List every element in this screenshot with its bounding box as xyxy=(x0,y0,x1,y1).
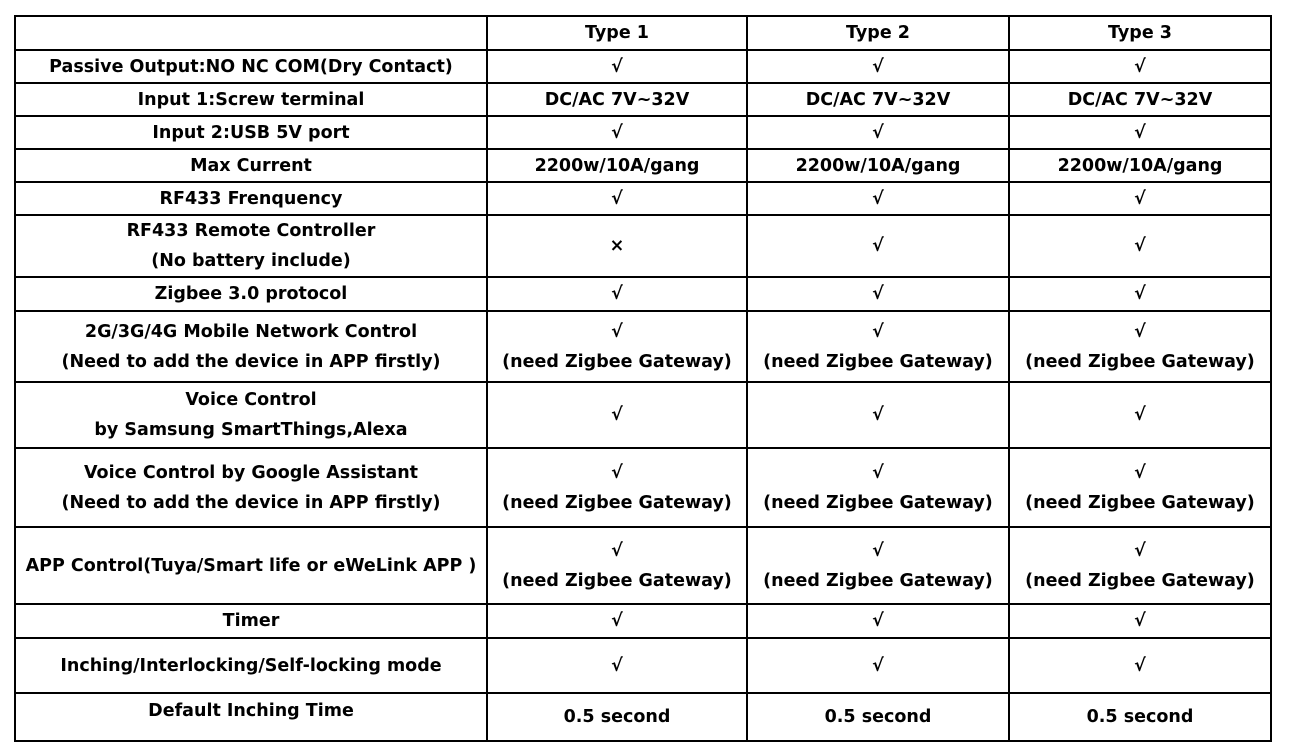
value-line: √ xyxy=(872,540,884,561)
type-1-cell xyxy=(487,311,747,382)
value-line: (need Zigbee Gateway) xyxy=(763,351,993,372)
type-3-cell xyxy=(1009,116,1271,149)
value-line: √ xyxy=(872,284,884,304)
type-1-cell xyxy=(487,448,747,527)
label-line: Zigbee 3.0 protocol xyxy=(154,284,348,304)
table-row xyxy=(15,182,1271,215)
header-cell-feature xyxy=(15,16,487,50)
type-1-cell xyxy=(487,277,747,311)
value-line: (need Zigbee Gateway) xyxy=(502,492,732,513)
value-line: √ xyxy=(611,122,623,143)
type-3-cell xyxy=(1009,182,1271,215)
type-1-cell xyxy=(487,116,747,149)
row-label xyxy=(15,149,487,182)
value-line: √ xyxy=(611,284,623,304)
label-line: (No battery include) xyxy=(151,251,351,271)
type-3-cell xyxy=(1009,638,1271,693)
value-line: (need Zigbee Gateway) xyxy=(502,570,732,591)
value-line: √ xyxy=(611,611,623,631)
value-line: 0.5 second xyxy=(1086,707,1194,727)
type-3-cell xyxy=(1009,149,1271,182)
table-row xyxy=(15,277,1271,311)
row-label xyxy=(15,116,487,149)
table-row xyxy=(15,638,1271,693)
value-line: √ xyxy=(872,405,884,425)
row-label xyxy=(15,50,487,83)
value-line: √ xyxy=(872,122,884,143)
value-line: √ xyxy=(611,56,623,77)
value-line: (need Zigbee Gateway) xyxy=(1025,351,1255,372)
value-line: 0.5 second xyxy=(824,707,932,727)
type-3-cell xyxy=(1009,382,1271,448)
value-line: √ xyxy=(611,540,623,561)
value-line: √ xyxy=(872,188,884,209)
value-line: √ xyxy=(1134,321,1146,342)
value-line: √ xyxy=(872,56,884,77)
value-line: DC/AC 7V~32V xyxy=(1067,89,1213,110)
value-line: √ xyxy=(611,462,623,483)
label-line: (Need to add the device in APP firstly) xyxy=(61,492,441,513)
label-line: Input 1:Screw terminal xyxy=(137,89,365,110)
table-row xyxy=(15,382,1271,448)
value-line: √ xyxy=(1134,122,1146,143)
value-line: √ xyxy=(872,655,884,676)
value-line: √ xyxy=(611,405,623,425)
type-3-cell xyxy=(1009,311,1271,382)
header-cell-type-1: Type 1 xyxy=(487,16,747,50)
row-label xyxy=(15,277,487,311)
label-line: Max Current xyxy=(190,155,312,176)
type-1-cell xyxy=(487,693,747,741)
value-line: √ xyxy=(1134,540,1146,561)
type-1-cell xyxy=(487,182,747,215)
value-line: √ xyxy=(872,236,884,256)
value-line: √ xyxy=(1134,462,1146,483)
type-3-cell xyxy=(1009,277,1271,311)
type-2-cell xyxy=(747,527,1009,604)
type-1-cell xyxy=(487,149,747,182)
value-line: √ xyxy=(611,655,623,676)
label-line: Input 2:USB 5V port xyxy=(152,122,350,143)
row-label xyxy=(15,638,487,693)
table-row xyxy=(15,604,1271,638)
value-line: √ xyxy=(1134,611,1146,631)
table-row xyxy=(15,83,1271,116)
type-3-cell xyxy=(1009,215,1271,277)
label-line: Default Inching Time xyxy=(148,701,354,721)
value-line: (need Zigbee Gateway) xyxy=(1025,492,1255,513)
type-2-cell xyxy=(747,50,1009,83)
value-line: √ xyxy=(872,611,884,631)
type-3-cell xyxy=(1009,527,1271,604)
type-2-cell xyxy=(747,382,1009,448)
label-line: Inching/Interlocking/Self-locking mode xyxy=(60,655,442,676)
row-label xyxy=(15,182,487,215)
row-label xyxy=(15,215,487,277)
type-3-cell xyxy=(1009,448,1271,527)
type-1-cell xyxy=(487,50,747,83)
value-line: √ xyxy=(1134,284,1146,304)
row-label xyxy=(15,604,487,638)
value-line: (need Zigbee Gateway) xyxy=(763,570,993,591)
value-line: √ xyxy=(1134,188,1146,209)
comparison-table xyxy=(14,15,1272,742)
value-line: √ xyxy=(611,188,623,209)
value-line: √ xyxy=(1134,56,1146,77)
row-label xyxy=(15,83,487,116)
table-row xyxy=(15,215,1271,277)
value-line: (need Zigbee Gateway) xyxy=(1025,570,1255,591)
value-line: √ xyxy=(1134,236,1146,256)
value-line: (need Zigbee Gateway) xyxy=(502,351,732,372)
value-line: √ xyxy=(611,321,623,342)
label-line: by Samsung SmartThings,Alexa xyxy=(94,420,408,440)
label-line: RF433 Frenquency xyxy=(159,188,343,209)
value-line: DC/AC 7V~32V xyxy=(805,89,951,110)
value-line: 2200w/10A/gang xyxy=(795,155,961,176)
type-1-cell xyxy=(487,527,747,604)
value-line: × xyxy=(609,236,625,256)
value-line: 2200w/10A/gang xyxy=(1057,155,1223,176)
table-row xyxy=(15,50,1271,83)
label-line: APP Control(Tuya/Smart life or eWeLink APP ) xyxy=(25,555,477,576)
type-2-cell xyxy=(747,83,1009,116)
table-row xyxy=(15,448,1271,527)
row-label xyxy=(15,693,487,741)
label-line: Voice Control xyxy=(185,390,317,410)
table-row xyxy=(15,311,1271,382)
row-label xyxy=(15,527,487,604)
type-1-cell xyxy=(487,604,747,638)
label-line: 2G/3G/4G Mobile Network Control xyxy=(84,321,418,342)
label-line: RF433 Remote Controller xyxy=(126,221,376,241)
type-3-cell xyxy=(1009,50,1271,83)
value-line: √ xyxy=(872,462,884,483)
label-line: Timer xyxy=(222,611,280,631)
value-line: 0.5 second xyxy=(563,707,671,727)
type-2-cell xyxy=(747,116,1009,149)
type-2-cell xyxy=(747,149,1009,182)
header-cell-type-2: Type 2 xyxy=(747,16,1009,50)
type-3-cell xyxy=(1009,604,1271,638)
type-2-cell xyxy=(747,182,1009,215)
table-row xyxy=(15,116,1271,149)
table-row xyxy=(15,527,1271,604)
value-line: (need Zigbee Gateway) xyxy=(763,492,993,513)
value-line: 2200w/10A/gang xyxy=(534,155,700,176)
type-1-cell xyxy=(487,382,747,448)
value-line: DC/AC 7V~32V xyxy=(544,89,690,110)
type-2-cell xyxy=(747,215,1009,277)
type-2-cell xyxy=(747,277,1009,311)
type-2-cell xyxy=(747,693,1009,741)
table-row xyxy=(15,149,1271,182)
value-line: √ xyxy=(872,321,884,342)
row-label xyxy=(15,448,487,527)
value-line: √ xyxy=(1134,655,1146,676)
label-line: (Need to add the device in APP firstly) xyxy=(61,351,441,372)
row-label xyxy=(15,382,487,448)
label-line: Passive Output:NO NC COM(Dry Contact) xyxy=(49,56,453,77)
row-label xyxy=(15,311,487,382)
type-1-cell xyxy=(487,215,747,277)
type-1-cell xyxy=(487,83,747,116)
table-row xyxy=(15,693,1271,741)
type-3-cell xyxy=(1009,83,1271,116)
type-2-cell xyxy=(747,604,1009,638)
header-cell-type-3: Type 3 xyxy=(1009,16,1271,50)
type-3-cell xyxy=(1009,693,1271,741)
header-row xyxy=(15,16,1271,50)
type-1-cell xyxy=(487,638,747,693)
type-2-cell xyxy=(747,311,1009,382)
type-2-cell xyxy=(747,448,1009,527)
type-2-cell xyxy=(747,638,1009,693)
value-line: √ xyxy=(1134,405,1146,425)
label-line: Voice Control by Google Assistant xyxy=(83,462,419,483)
table-body xyxy=(15,16,1271,741)
